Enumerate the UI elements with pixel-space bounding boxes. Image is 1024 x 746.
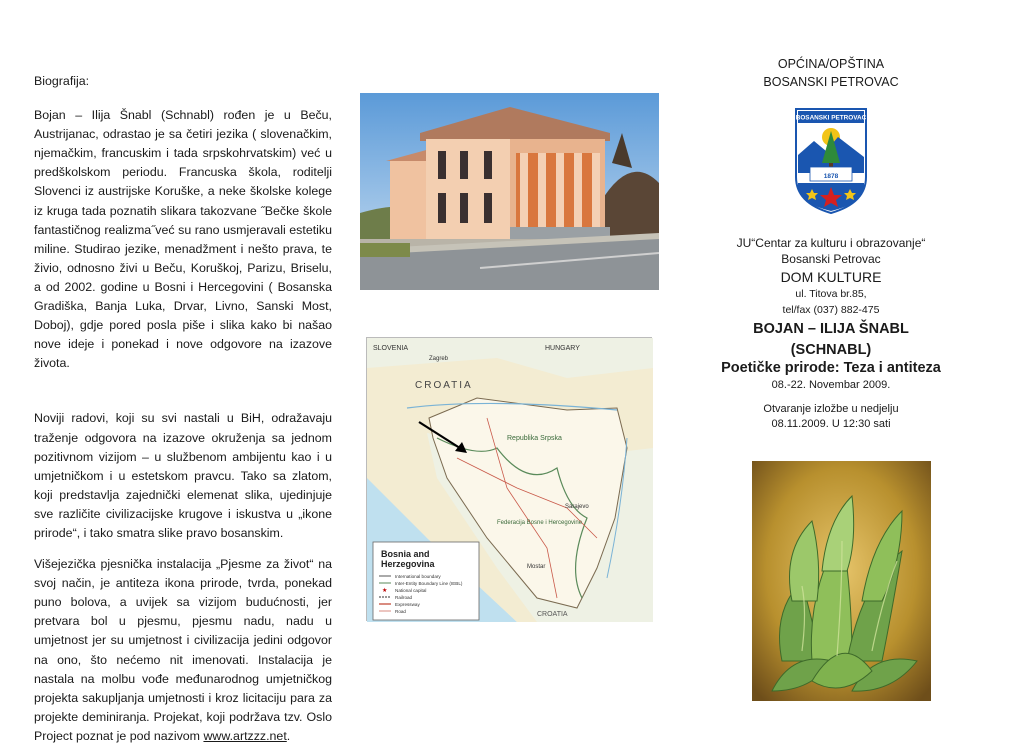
paragraph-3-text: Višejezička pjesnička instalacija „Pjesme za život“ na svoj način, je antiteza ikona prirode, tvrda, ponekad puno bolova, a uvijek sa vizijom budućnosti, jer pretvara bol u pjesmu, pjesmu nadu, nadu u umjetnost jer su umjetnost i civilizacija jedini odgovor na ono, što nećemo nit imenovati. Instalacija je nastala na molbu vođe međunarodnog umjetničkog projekta sakupljanja umjetnosti i kroz licitaciju para za projekte deminiranja. Projekat, koji podržava tzv. Oslo Project poznat je pod nazivom	[34, 557, 332, 743]
opening-line-1: Otvaranje izložbe u nedjelju	[763, 402, 899, 415]
dom-kulture-photo	[360, 93, 659, 290]
venue-address: ul. Titova br.85,	[795, 288, 867, 300]
map-legend-item: Road	[395, 609, 406, 614]
exhibition-dates: 08.-22. Novembar 2009.	[771, 378, 891, 391]
artist-name-alt: (SCHNABL)	[790, 341, 872, 358]
map-legend-title: Bosnia and Herzegovina	[381, 549, 435, 569]
biography-column	[34, 72, 332, 746]
organization-city: Bosanski Petrovac	[781, 252, 881, 266]
map-label-croatia: CROATIA	[415, 380, 473, 391]
biography-paragraph-2: Noviji radovi, koji su svi nastali u BiH, odražavaju traženje odgovora na izazove okruženja sa jednom pozitivnom vizijom – u službenom ambijentu kao i u umjetničkom i u estetskom pravcu. Tako sa zlatom, koji predstavlja zajednički elemenat slika, ujedinjuje sve različite civilizacijske krugove i iskustva u „ikone prirode“, i tako smatra slike pravo bosanskim.	[34, 411, 332, 540]
map-legend-item: International boundary	[395, 574, 441, 579]
bosnia-map	[366, 337, 652, 621]
biography-title: Biografija:	[34, 74, 90, 88]
exhibition-title: Poetičke prirode: Teza i antiteza	[721, 360, 941, 376]
map-label-republika-srpska: Republika Srpska	[507, 435, 562, 442]
map-city-sarajevo: Sarajevo	[565, 504, 589, 510]
municipality-line-1: OPĆINA/OPŠTINA	[777, 57, 885, 71]
map-label-federacija: Federacija Bosne i Hercegovine	[497, 520, 583, 526]
map-label-croatia-south: CROATIA	[537, 611, 568, 618]
map-legend-item: Expressway	[395, 602, 420, 607]
map-label-slovenia: SLOVENIA	[373, 345, 409, 352]
biography-paragraph-3	[34, 555, 332, 746]
municipality-crest-icon	[794, 107, 868, 215]
organization-name: JU“Centar za kulturu i obrazovanje“	[736, 236, 926, 250]
biography-paragraph-1: Bojan – Ilija Šnabl (Schnabl) rođen je u Beču, Austrijanac, odrastao je sa četiri jezika ( slovenačkim, njemačkim, francuskim i tada srpskohrvatskim) već u predškolskom periodu. Francuska škola, roditelji Slovenci iz austrijske Koruške, a neke školske kolege iz kruga tada poznatih slikara takozvane ˝Bečke škole fantastičnog realizma˝već su rano usmjeravali estetiku miline. Studirao jezike, menadžment i nešto prava, te živio, odnosno živi u Beču, Koruškoj, Parizu, Briselu, a od 2002. godine u Bosni i Hercegovini ( Bosanska Gradiška, Banja Luka, Drvar, Livno, Sanski Most, Doboj), gdje pored posla piše i slika kako bi našao nove ideje i ponekad i nove odgovore na izazove života.	[34, 108, 332, 371]
map-legend-item: Inter-Entity Boundary Line (IEBL)	[395, 581, 463, 586]
map-city-mostar: Mostar	[527, 564, 546, 570]
opening-line-2: 08.11.2009. U 12:30 sati	[771, 417, 891, 430]
map-city-zagreb: Zagreb	[429, 356, 449, 362]
artzzz-link[interactable]: www.artzzz.net	[203, 728, 287, 743]
crest-text: BOSANSKI PETROVAC	[795, 114, 867, 122]
municipality-line-2: BOSANSKI PETROVAC	[763, 75, 899, 89]
crest-year: 1878	[823, 173, 839, 180]
paragraph-3-end: .	[286, 728, 291, 743]
painting-image	[752, 461, 931, 701]
map-legend-item: Railroad	[395, 595, 413, 600]
event-info-column	[712, 55, 950, 432]
venue-phone: tel/fax (037) 882-475	[782, 304, 880, 316]
svg-text:★: ★	[382, 588, 388, 594]
venue-name: DOM KULTURE	[780, 269, 882, 285]
artist-name: BOJAN – ILIJA ŠNABL	[753, 321, 909, 337]
map-label-hungary: HUNGARY	[545, 345, 580, 352]
map-legend-item: National capital	[395, 588, 427, 593]
